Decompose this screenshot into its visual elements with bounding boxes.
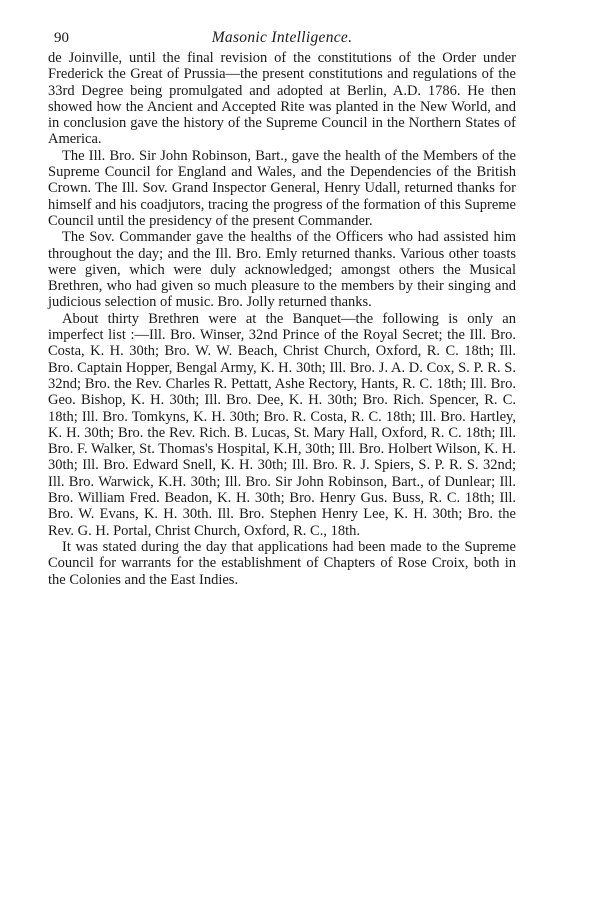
body-text — [48, 50, 516, 588]
paragraph-health-toast: The Ill. Bro. Sir John Robinson, Bart., gave the health of the Members of the Supreme Council for England and Wales, and the Dependencies of the British Crown. The Ill. Sov. Grand Inspector General, Henry Udall, returned thanks for himself and his coadjutors, tracing the progress of the formation of this Supreme Council until the presidency of the present Commander. — [48, 147, 516, 229]
running-title: Masonic Intelligence. — [211, 29, 353, 46]
book-page — [48, 24, 516, 588]
page-header — [48, 24, 516, 50]
paragraph-continuation: de Joinville, until the final revision of the constitutions of the Order under Frederick the Great of Prussia—the present constitutions and regulations of the 33rd Degree being promulgated and adopted at Berlin, A.D. 1786. He then showed how the Ancient and Accepted Rite was planted in the New World, and in conclusion gave the history of the Supreme Council in the Northern States of America. — [48, 50, 516, 148]
paragraph-banquet-list: About thirty Brethren were at the Banquet—the following is only an imperfect list :—Ill. Bro. Winser, 32nd Prince of the Royal Secret; the Ill. Bro. Costa, K. H. 30th; Bro. W. W. Beach, Christ Church, Oxford, R. C. 18th; Ill. Bro. Captain Hopper, Bengal Army, K. H. 30th; Ill. Bro. J. A. D. Cox, S. P. R. S. 32nd; Bro. the Rev. Charles R. Pettatt, Ashe Rectory, Hants, R. C. 18th; Ill. Bro. Geo. Bishop, K. H. 30th; Ill. Bro. Dee, K. H. 30th; Bro. Rich. Spencer, R. C. 18th; Ill. Bro. Tomkyns, K. H. 30th; Bro. R. Costa, R. C. 18th; Ill. Bro. Hartley, K. H. 30th; Bro. the Rev. Rich. B. Lucas, St. Mary Hall, Oxford, R. C. 18th; Ill. Bro. F. Walker, St. Thomas's Hospital, K.H, 30th; Ill. Bro. Holbert Wilson, K. H. 30th; Ill. Bro. Edward Snell, K. H. 30th; Ill. Bro. R. J. Spiers, S. P. R. S. 32nd; Ill. Bro. Warwick, K.H. 30th; Ill. Bro. Sir John Robinson, Bart., of Dunlear; Ill. Bro. William Fred. Beadon, K. H. 30th; Bro. Henry Gus. Buss, R. C. 18th; Ill. Bro. W. Evans, K. H. 30th. Ill. Bro. Stephen Henry Lee, K. H. 30th; Bro. the Rev. G. H. Portal, Christ Church, Oxford, R. C., 18th. — [48, 310, 516, 539]
paragraph-officers-toast: The Sov. Commander gave the healths of the Officers who had assisted him throughout the day; and the Ill. Bro. Emly returned thanks. Various other toasts were given, which were duly acknowledged; amongst others the Musical Brethren, who had given so much pleasure to the members by their singing and judicious selection of music. Bro. Jolly returned thanks. — [48, 229, 516, 311]
paragraph-applications: It was stated during the day that applications had been made to the Supreme Council for warrants for the establishment of Chapters of Rose Croix, both in the Colonies and the East Indies. — [48, 538, 516, 588]
page-number: 90 — [54, 30, 69, 46]
